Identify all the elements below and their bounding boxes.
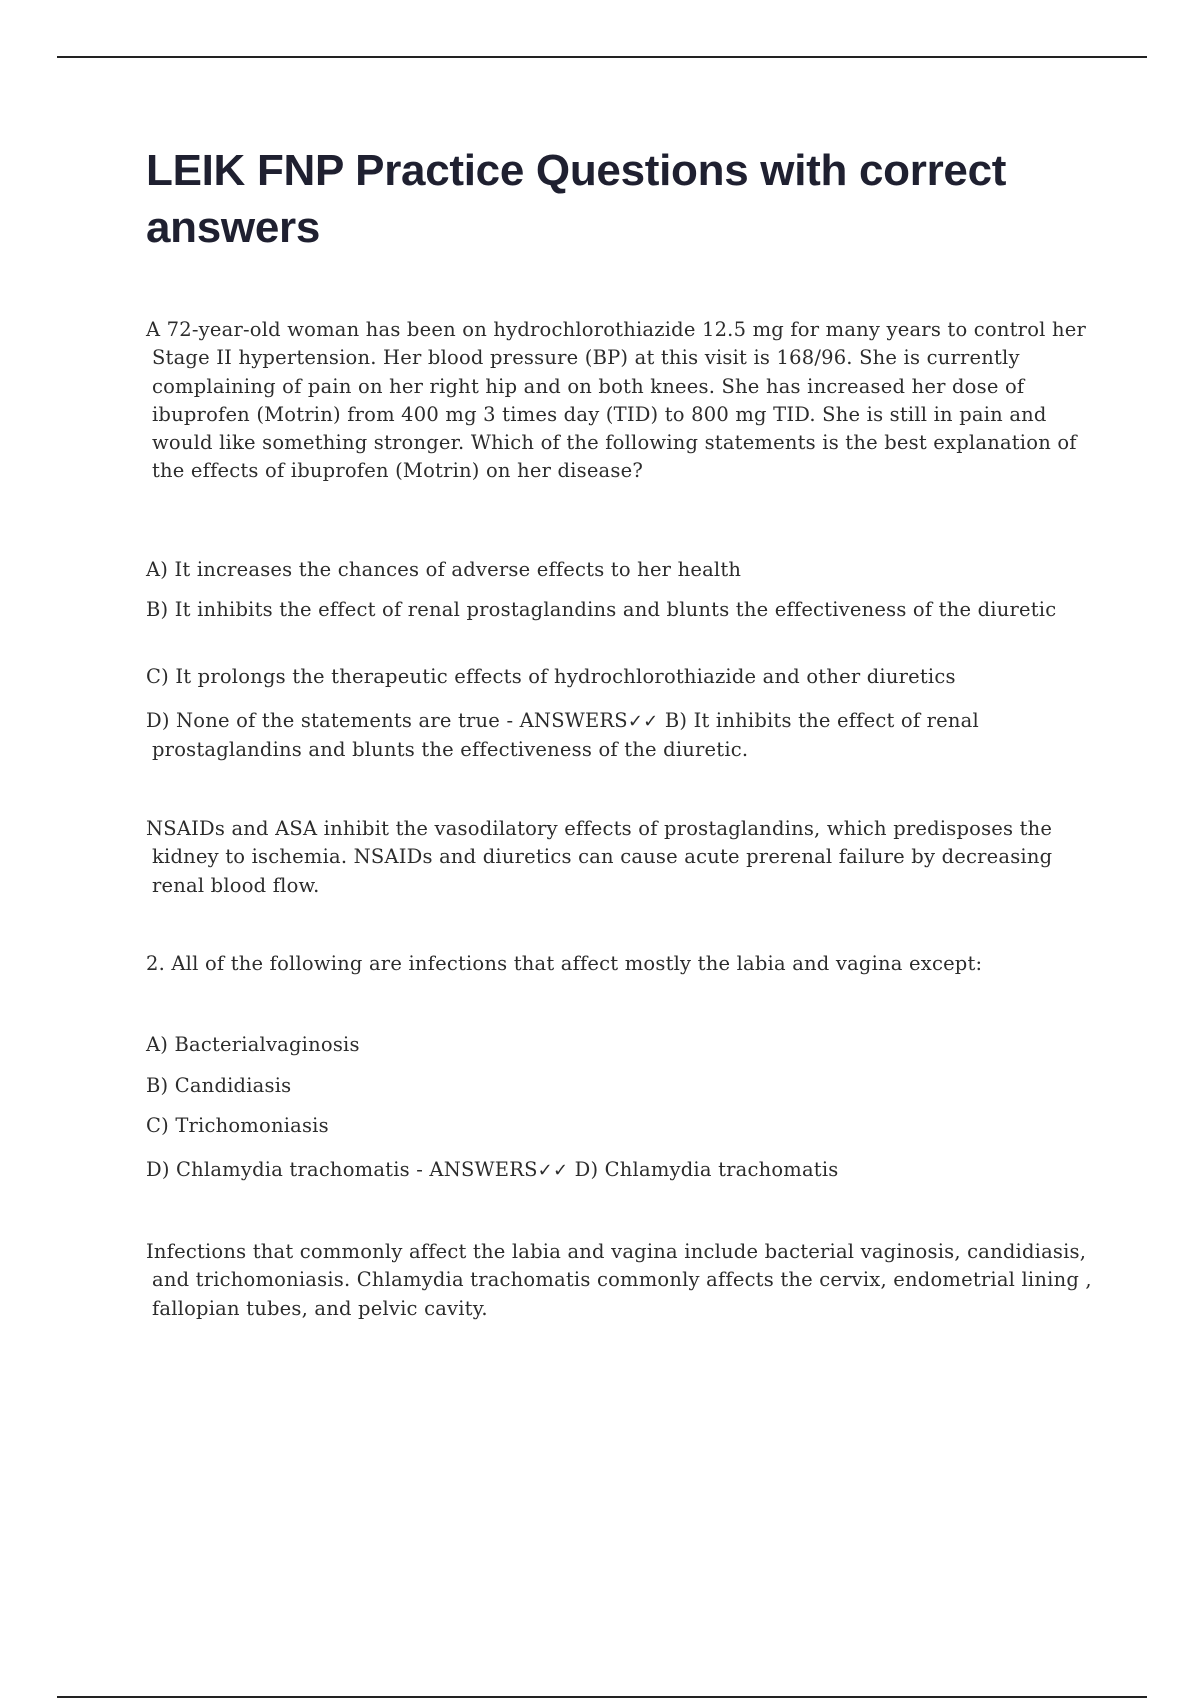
question-2-option-d-with-answer bbox=[146, 1156, 1098, 1185]
question-1-explanation: NSAIDs and ASA inhibit the vasodilatory effects of prostaglandins, which predisposes the kidney to ischemia. NSAIDs and diuretics can cause acute prerenal failure by decreasing renal blood flow. bbox=[146, 817, 1053, 897]
question-2-option-c: C) Trichomoniasis bbox=[146, 1114, 329, 1137]
question-2-explanation: Infections that commonly affect the labia and vagina include bacterial vaginosis, candidiasis, and trichomoniasis. Chlamydia trachomatis commonly affects the cervix, endometrial lining , fallopian tubes, and pelvic cavity. bbox=[146, 1240, 1092, 1320]
question-1-option-d-with-answer bbox=[146, 707, 1098, 765]
question-2-option-b: B) Candidiasis bbox=[146, 1074, 292, 1097]
bottom-divider bbox=[57, 1696, 1147, 1698]
question-1-option-a: A) It increases the chances of adverse effects to her health bbox=[146, 558, 742, 581]
question-1-answer: B) It inhibits the effect of renal prostaglandins and blunts the effectiveness of the diuretic. bbox=[152, 709, 979, 762]
question-1-option-b: B) It inhibits the effect of renal prostaglandins and blunts the effectiveness of the diuretic bbox=[146, 598, 1057, 621]
checkmark-icon: ✓✓ bbox=[537, 1160, 569, 1181]
document-title: LEIK FNP Practice Questions with correct answers bbox=[146, 146, 1007, 252]
question-1-stem: A 72-year-old woman has been on hydrochlorothiazide 12.5 mg for many years to control her Stage II hypertension. Her blood pressure (BP) at this visit is 168/96. She is currently complaining of pain on her right hip and on both knees. She has increased her dose of ibuprofen (Motrin) from 400 mg 3 times day (TID) to 800 mg TID. She is still in pain and would like something stronger. Which of the following statements is the best explanation of the effects of ibuprofen (Motrin) on her disease? bbox=[146, 318, 1086, 483]
answer-marker: - ANSWERS bbox=[500, 709, 628, 732]
question-1-option-c: C) It prolongs the therapeutic effects of hydrochlorothiazide and other diuretics bbox=[146, 665, 956, 688]
question-2-stem: 2. All of the following are infections that affect mostly the labia and vagina except: bbox=[146, 952, 983, 975]
question-2-answer: D) Chlamydia trachomatis bbox=[568, 1158, 839, 1181]
question-2-option-a: A) Bacterialvaginosis bbox=[146, 1033, 360, 1056]
answer-marker: - ANSWERS bbox=[409, 1158, 538, 1181]
checkmark-icon: ✓✓ bbox=[627, 711, 659, 732]
question-2-option-d: D) Chlamydia trachomatis bbox=[146, 1158, 410, 1181]
question-1-option-d: D) None of the statements are true bbox=[146, 709, 501, 732]
top-divider bbox=[57, 56, 1147, 58]
